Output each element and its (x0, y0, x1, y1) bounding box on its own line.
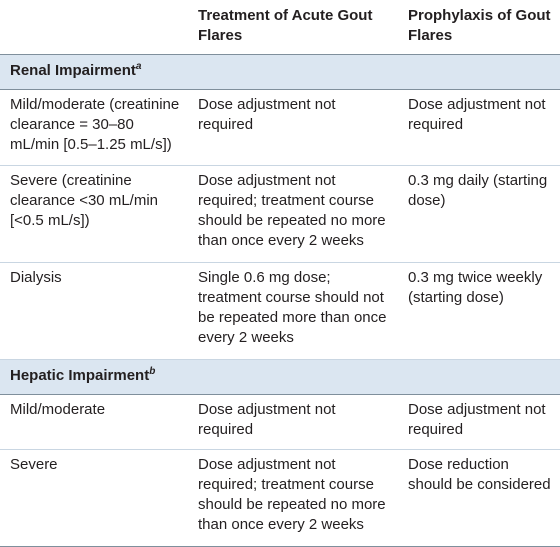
prophylaxis-cell: Dose reduction should be considered (398, 449, 560, 546)
condition-cell: Severe (0, 449, 188, 546)
footnote-marker: a (135, 61, 142, 72)
prophylaxis-cell: 0.3 mg twice weekly (starting dose) (398, 262, 560, 359)
header-col1 (0, 0, 188, 55)
treatment-cell: Single 0.6 mg dose; treatment course should not be repeated more than once every 2 weeks (188, 262, 398, 359)
table-row (0, 165, 560, 262)
section-title: Hepatic Impairment (10, 367, 150, 385)
treatment-cell: Dose adjustment not required; treatment course should be repeated no more than once every 2 weeks (188, 165, 398, 262)
table-row (0, 89, 560, 165)
table-row (0, 394, 560, 449)
treatment-cell: Dose adjustment not required (188, 394, 398, 449)
prophylaxis-cell: Dose adjustment not required (398, 89, 560, 165)
section-title-cell (0, 360, 560, 395)
table-row (0, 262, 560, 359)
header-prophylaxis: Prophylaxis of Gout Flares (408, 7, 551, 44)
condition-cell: Dialysis (0, 262, 188, 359)
condition-cell: Mild/moderate (0, 394, 188, 449)
section-renal-impairment (0, 55, 560, 90)
condition-cell: Mild/moderate (creatinine clearance = 30–80 mL/min [0.5–1.25 mL/s]) (0, 89, 188, 165)
section-title: Renal Impairment (10, 62, 136, 79)
prophylaxis-cell: Dose adjustment not required (398, 394, 560, 449)
footnote-marker: b (149, 366, 156, 378)
treatment-cell: Dose adjustment not required; treatment course should be repeated no more than once every 2 weeks (188, 449, 398, 546)
section-title-cell (0, 55, 560, 90)
treatment-cell: Dose adjustment not required (188, 89, 398, 165)
header-treatment: Treatment of Acute Gout Flares (198, 7, 373, 44)
section-hepatic-impairment (0, 360, 560, 395)
table-row (0, 449, 560, 546)
header-row (0, 0, 560, 55)
prophylaxis-cell: 0.3 mg daily (starting dose) (398, 165, 560, 262)
condition-cell: Severe (creatinine clearance <30 mL/min [<0.5 mL/s]) (0, 165, 188, 262)
